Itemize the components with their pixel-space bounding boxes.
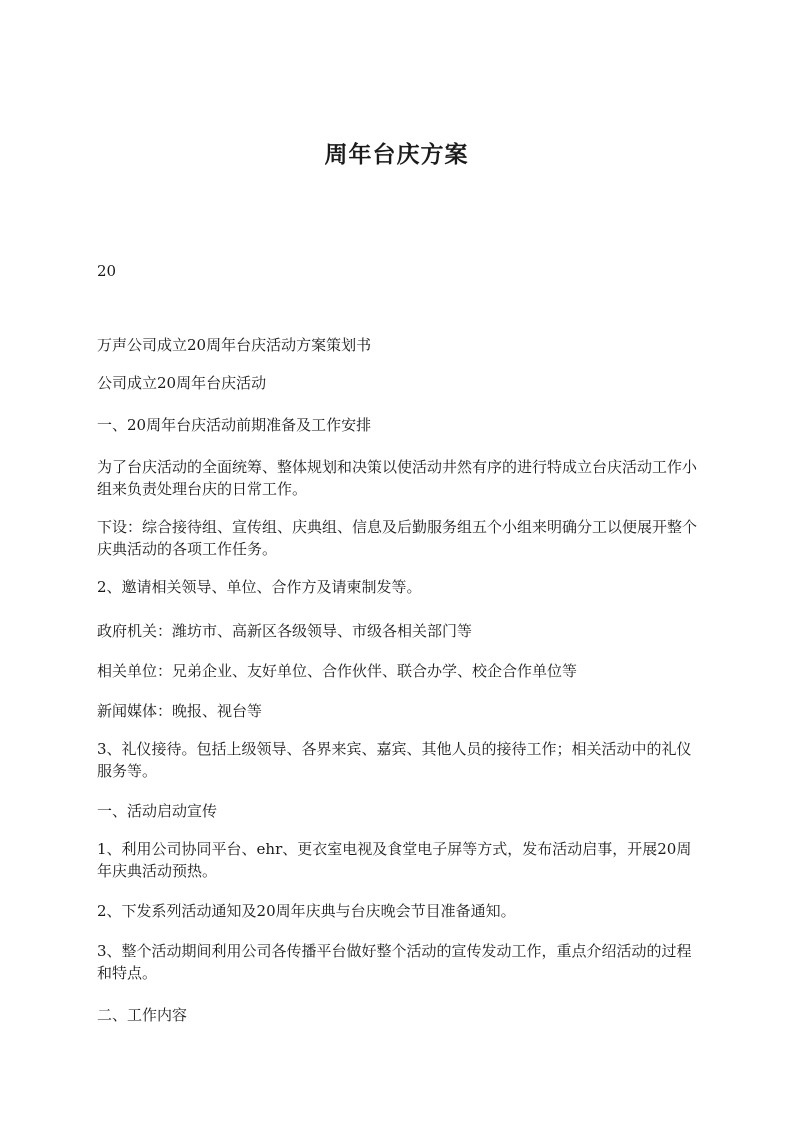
paragraph-year: 20 — [97, 262, 117, 280]
paragraph-plan-name: 万声公司成立20周年台庆活动方案策划书 — [97, 336, 372, 354]
section-heading-preparation: 一、20周年台庆活动前期准备及工作安排 — [97, 416, 372, 434]
paragraph-launch-2: 2、下发系列活动通知及20周年庆典与台庆晚会节目准备通知。 — [97, 902, 516, 920]
paragraph-launch-1: 1、利用公司协同平台、ehr、更衣室电视及食堂电子屏等方式，发布活动启事，开展20周年庆典活动预热。 — [97, 840, 692, 880]
paragraph-invitations: 2、邀请相关领导、单位、合作方及请柬制发等。 — [97, 578, 422, 596]
document-title: 周年台庆方案 — [324, 142, 469, 168]
section-heading-launch: 一、活动启动宣传 — [97, 802, 218, 820]
paragraph-media: 新闻媒体：晚报、视台等 — [97, 702, 263, 720]
paragraph-subgroups: 下设：综合接待组、宣传组、庆典组、信息及后勤服务组五个小组来明确分工以便展开整个庆典活动的各项工作任务。 — [97, 518, 698, 558]
paragraph-related-units: 相关单位：兄弟企业、友好单位、合作伙伴、联合办学、校企合作单位等 — [97, 662, 578, 680]
paragraph-government: 政府机关：潍坊市、高新区各级领导、市级各相关部门等 — [97, 622, 473, 640]
paragraph-event-name: 公司成立20周年台庆活动 — [97, 374, 267, 392]
paragraph-work-group: 为了台庆活动的全面统筹、整体规划和决策以使活动井然有序的进行特成立台庆活动工作小组来负责处理台庆的日常工作。 — [97, 458, 698, 498]
paragraph-reception: 3、礼仪接待。包括上级领导、各界来宾、嘉宾、其他人员的接待工作；相关活动中的礼仪服务等。 — [97, 740, 692, 780]
section-heading-work-content: 二、工作内容 — [97, 1006, 188, 1024]
paragraph-launch-3: 3、整个活动期间利用公司各传播平台做好整个活动的宣传发动工作，重点介绍活动的过程和特点。 — [97, 942, 692, 982]
